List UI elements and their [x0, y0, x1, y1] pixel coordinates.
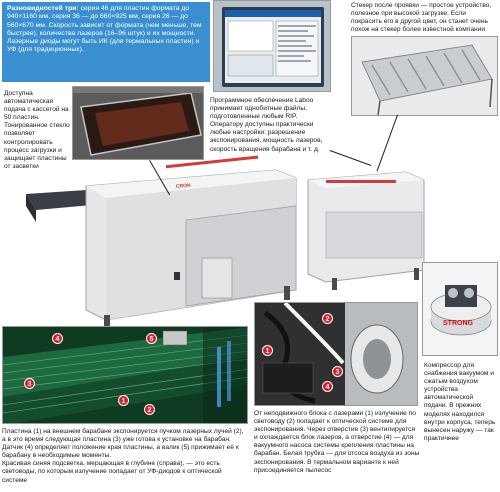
drum-marker-5: 5	[146, 333, 157, 344]
laser-photo	[254, 302, 418, 406]
intro-heading: Разновидностей три:	[7, 5, 79, 12]
software-caption: Программное обеспечение Laboo принимает однобитные файлы, подготовленные любым RIP. Оператору доступны практически любые настройки: разрешение экспонирования, мощность лазеров, скорость вращения барабана и т. д.	[210, 97, 323, 153]
compressor-art	[423, 263, 498, 356]
machine-brand: CRON	[175, 182, 191, 190]
laser-marker-4: 4	[322, 381, 333, 392]
drum-marker-2: 2	[144, 404, 155, 415]
drum-art	[3, 327, 248, 424]
drum-caption	[2, 428, 248, 485]
laser-marker-1: 1	[262, 345, 273, 356]
laser-marker-2: 2	[322, 313, 333, 324]
stacker-art	[352, 37, 498, 116]
drum-marker-3: 3	[24, 378, 35, 389]
drum-marker-4: 4	[52, 333, 63, 344]
software-photo-art	[214, 1, 331, 92]
compressor-photo	[422, 262, 498, 356]
drum-marker-1: 1	[118, 395, 129, 406]
laser-marker-3: 3	[332, 366, 343, 377]
stacker-photo	[351, 36, 498, 116]
drum-caption-tail: Красивая синяя подсветка, мерцающая в глубине (справа), — это есть световоды, по которым излучение попадает от УФ-диодов к оптической системе	[2, 460, 222, 484]
software-photo	[213, 0, 331, 92]
drum-caption-main: Пластина (1) на внешнем барабане экспонируется пучком лазерных лучей (2), а в это время следующая пластина (3) уже готова к установке на барабан. Датчик (4) определяет положение края пластины, а валик (5) прижимает её к барабану в необходимые моменты.	[2, 428, 244, 460]
stacker-caption: Стекер после проявки — простое устройство, полезное при высокой загрузке. Если покрасить его в другой цвет, он станет очень похож на стекер более известной компании	[351, 2, 492, 34]
intro-callout	[2, 2, 210, 82]
laser-caption: От неподвижного блока с лазерами (1) излучение по световоду (2) попадает к оптической системе для экспонирования. Через отверстие (3) вентилируется и охлаждается блок лазеров, а отверстие (4) — для вакуумного насоса системы крепления пластины на барабан. Белая трубка — для отсоса воздуха из зоны экспонирования. В термальном варианте к ней присоединяется пылесос	[254, 410, 420, 474]
drum-photo	[2, 326, 248, 424]
cassette-caption: Доступна автоматическая подача с кассетой на 50 пластин. Тонированное стекло позволяет контролировать процесс загрузки и защищает пластины от засветки	[4, 90, 70, 170]
laser-art	[255, 303, 418, 406]
cassette-photo	[72, 86, 204, 160]
compressor-brand: STRONG	[443, 320, 473, 327]
compressor-caption: Компрессор для снабжения вакуумом и сжатым воздухом устройства автоматической подачи. В прежних моделях находился внутри корпуса, теперь вынесен наружу — так практичнее	[424, 362, 496, 442]
intro-body: серия 46 для пластин формата до 940×1160 мм, серия 36 — до 660×925 мм, серия 26 — до 560×670 мм. Скорость зависит от формата (чем меньше, тем быстрее), количества лазеров (16–96 штук) и их мощности. Лазерные диоды могут быть ИК (для термальных пластин) и УФ (для традиционных).	[7, 5, 202, 54]
